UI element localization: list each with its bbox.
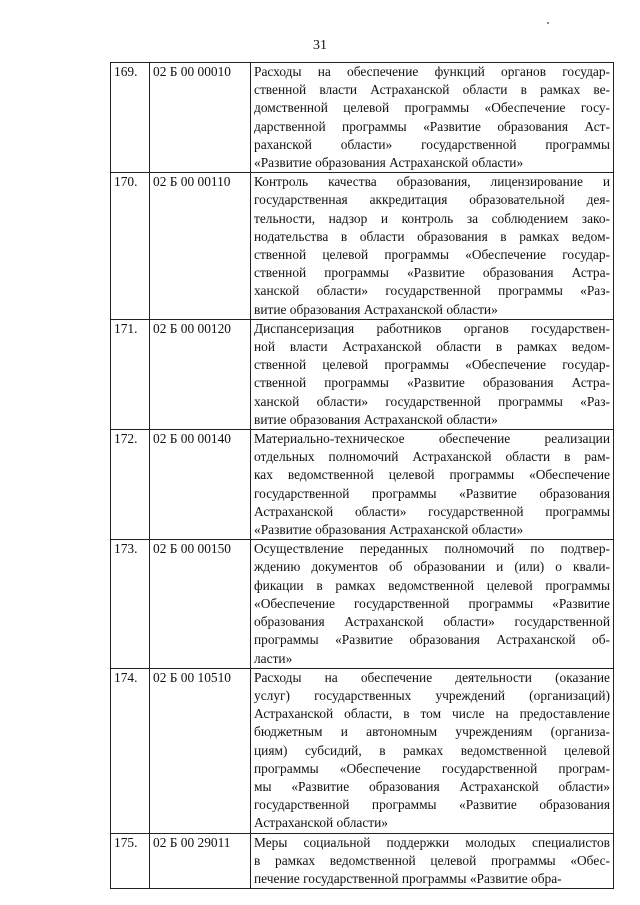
description-line: тельности, надзор и контроль за соблюдением зако- — [254, 210, 610, 226]
scan-speck — [547, 22, 549, 24]
description-line: государственной программы «Развитие образования — [254, 797, 610, 813]
description-line: мы «Развитие образования Астраханской области» — [254, 778, 610, 794]
description-line: Астраханской области» государственной программы — [254, 503, 610, 519]
description-line: ственной власти Астраханской области в рамках ве- — [254, 82, 610, 98]
page-number: 31 — [313, 38, 327, 53]
description-line: печение государственной программы «Развитие обра- — [254, 870, 562, 886]
expense-description — [251, 540, 614, 668]
description-line: «Развитие образования Астраханской области» — [254, 155, 524, 171]
description-line: Диспансеризация работников органов государствен- — [254, 320, 610, 336]
description-line: фикации в рамках ведомственной целевой программы — [254, 577, 610, 593]
description-line: Расходы на обеспечение функций органов государ- — [254, 64, 610, 79]
table-row — [111, 833, 614, 889]
description-line: в рамках ведомственной целевой программы «Обес- — [254, 852, 610, 868]
budget-code: 02 Б 00 00120 — [150, 319, 251, 429]
description-line: бюджетным и автономным учреждениям (организа- — [254, 724, 610, 740]
description-line: раханской области» государственной программы — [254, 136, 610, 152]
row-number: 175. — [111, 833, 150, 889]
description-line: ственной программы «Развитие образования Астра- — [254, 265, 610, 281]
description-line: Материально-техническое обеспечение реализации — [254, 431, 610, 447]
table-row — [111, 430, 614, 540]
expense-description — [251, 63, 614, 173]
description-line: нодательства в области образования в рамках ведом- — [254, 228, 610, 244]
row-number: 172. — [111, 430, 150, 540]
row-number: 174. — [111, 668, 150, 833]
description-line: дарственной программы «Развитие образования Аст- — [254, 118, 610, 134]
row-number: 170. — [111, 173, 150, 320]
description-line: услуг) государственных учреждений (организаций) — [254, 687, 610, 703]
budget-code: 02 Б 00 00150 — [150, 540, 251, 668]
description-line: Расходы на обеспечение деятельности (оказание — [254, 669, 610, 685]
table-row — [111, 540, 614, 668]
budget-code: 02 Б 00 00010 — [150, 63, 251, 173]
description-line: программы «Развитие образования Астраханской об- — [254, 632, 610, 648]
description-line: циям) субсидий, в рамках ведомственной целевой — [254, 742, 610, 758]
row-number: 169. — [111, 63, 150, 173]
description-line: Контроль качества образования, лицензирование и — [254, 174, 610, 190]
expense-description — [251, 833, 614, 889]
description-line: образования Астраханской области» государственной — [254, 614, 610, 630]
description-line: ждению документов об образовании и (или) о квали- — [254, 559, 610, 575]
budget-code-table — [110, 62, 614, 889]
table-row — [111, 319, 614, 429]
expense-description — [251, 430, 614, 540]
description-line: ственной программы «Развитие образования Астра- — [254, 375, 610, 391]
description-line: Астраханской области» — [254, 815, 388, 831]
budget-code: 02 Б 00 10510 — [150, 668, 251, 833]
expense-description — [251, 668, 614, 833]
description-line: ной власти Астраханской области в рамках ведом- — [254, 339, 610, 355]
description-line: ханской области» государственной программы «Раз- — [254, 283, 610, 299]
description-line: ханской области» государственной программы «Раз- — [254, 393, 610, 409]
description-line: государственной программы «Развитие образования — [254, 485, 610, 501]
description-line: «Обеспечение государственной программы «Развитие — [254, 595, 610, 611]
description-line: ках ведомственной целевой программы «Обеспечение — [254, 467, 610, 483]
expense-description — [251, 319, 614, 429]
row-number: 173. — [111, 540, 150, 668]
description-line: витие образования Астраханской области» — [254, 301, 498, 317]
description-line: витие образования Астраханской области» — [254, 411, 498, 427]
description-line: Меры социальной поддержки молодых специалистов — [254, 834, 610, 850]
table-row — [111, 668, 614, 833]
budget-code: 02 Б 00 29011 — [150, 833, 251, 889]
budget-code: 02 Б 00 00110 — [150, 173, 251, 320]
description-line: Осуществление переданных полномочий по подтвер- — [254, 541, 610, 557]
description-line: государственная аккредитация образовательной дея- — [254, 192, 610, 208]
description-line: ственной целевой программы «Обеспечение государ- — [254, 357, 610, 373]
description-line: «Развитие образования Астраханской области» — [254, 522, 524, 538]
budget-code: 02 Б 00 00140 — [150, 430, 251, 540]
expense-description — [251, 173, 614, 320]
description-line: ласти» — [254, 650, 293, 666]
description-line: ственной целевой программы «Обеспечение государ- — [254, 247, 610, 263]
description-line: программы «Обеспечение государственной програм- — [254, 760, 610, 776]
description-line: Астраханской области, в том числе на предоставление — [254, 706, 610, 722]
table-body — [111, 63, 614, 889]
row-number: 171. — [111, 319, 150, 429]
description-line: домственной целевой программы «Обеспечение госу- — [254, 100, 610, 116]
description-line: отдельных полномочий Астраханской области в рам- — [254, 449, 610, 465]
table-row — [111, 173, 614, 320]
table-row — [111, 63, 614, 173]
